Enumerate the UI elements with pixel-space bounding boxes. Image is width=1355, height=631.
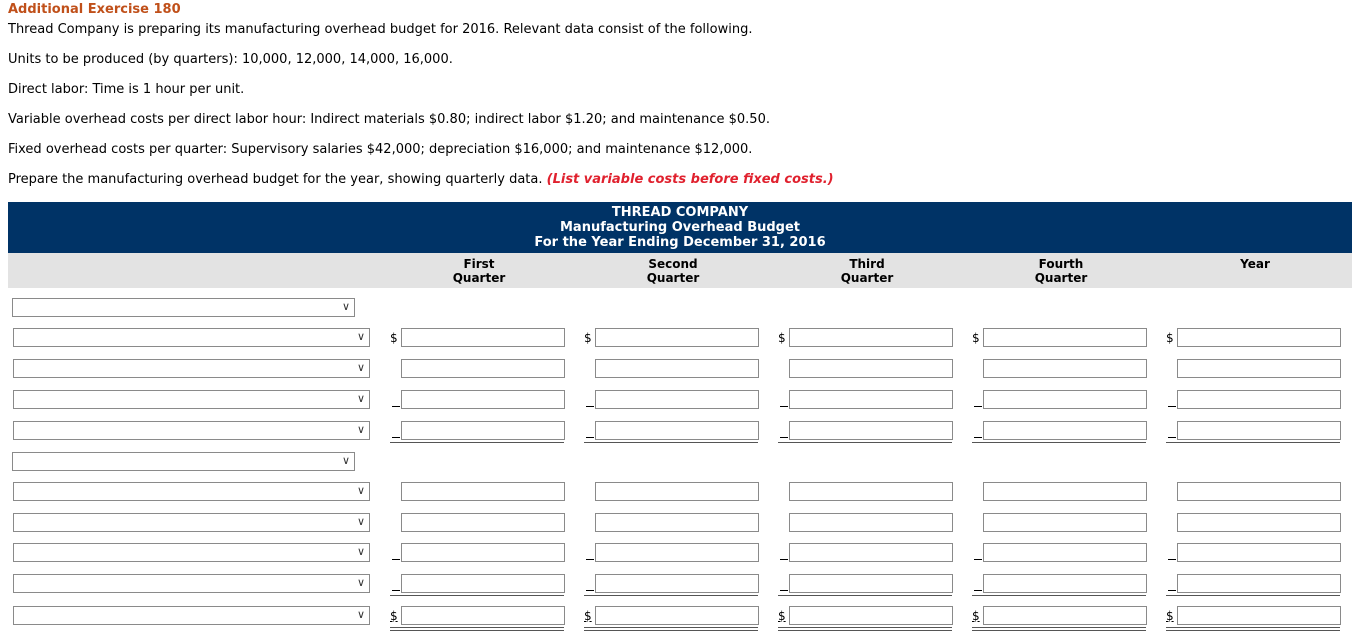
- cost-item-select[interactable]: [13, 543, 370, 562]
- amount-input[interactable]: [789, 328, 953, 347]
- dollar-sign: $: [972, 609, 980, 623]
- cost-item-select[interactable]: [13, 390, 370, 409]
- amount-input[interactable]: [595, 543, 759, 562]
- chevron-down-icon: ∨: [356, 423, 365, 436]
- blank-marker: [974, 559, 982, 560]
- blank-marker: [1168, 590, 1176, 591]
- blank-marker: [1168, 437, 1176, 438]
- chevron-down-icon: ∨: [341, 454, 350, 467]
- total-double-underline: [972, 627, 1146, 631]
- column-header-fourth-quarter: Fourth Quarter: [1034, 257, 1088, 285]
- amount-input[interactable]: [789, 606, 953, 625]
- dollar-sign: $: [584, 331, 592, 345]
- amount-input[interactable]: [595, 482, 759, 501]
- amount-input[interactable]: [401, 359, 565, 378]
- amount-input[interactable]: [401, 390, 565, 409]
- subtotal-underline: [584, 442, 758, 443]
- dollar-sign: $: [778, 609, 786, 623]
- amount-input[interactable]: [1177, 543, 1341, 562]
- blank-marker: [1168, 559, 1176, 560]
- subtotal-underline: [778, 595, 952, 596]
- subtotal-underline: [1166, 595, 1340, 596]
- column-header-year: Year: [1240, 257, 1270, 271]
- amount-input[interactable]: [983, 359, 1147, 378]
- blank-marker: [780, 590, 788, 591]
- blank-marker: [780, 437, 788, 438]
- blank-marker: [586, 406, 594, 407]
- blank-marker: [586, 590, 594, 591]
- blank-marker: [780, 406, 788, 407]
- amount-input[interactable]: [401, 328, 565, 347]
- fixed-overhead-text: Fixed overhead costs per quarter: Supervisory salaries $42,000; depreciation $16,000; and maintenance $12,000.: [8, 142, 753, 157]
- direct-labor-text: Direct labor: Time is 1 hour per unit.: [8, 82, 245, 97]
- report-period: For the Year Ending December 31, 2016: [534, 235, 826, 250]
- blank-marker: [392, 590, 400, 591]
- total-double-underline: [778, 627, 952, 631]
- amount-input[interactable]: [983, 328, 1147, 347]
- blank-marker: [974, 406, 982, 407]
- chevron-down-icon: ∨: [356, 392, 365, 405]
- total-double-underline: [584, 627, 758, 631]
- amount-input[interactable]: [983, 513, 1147, 532]
- blank-marker: [974, 590, 982, 591]
- subtotal-underline: [972, 595, 1146, 596]
- chevron-down-icon: ∨: [356, 545, 365, 558]
- amount-input[interactable]: [595, 574, 759, 593]
- subtotal-underline: [972, 442, 1146, 443]
- dollar-sign: $: [778, 331, 786, 345]
- amount-input[interactable]: [983, 543, 1147, 562]
- amount-input[interactable]: [789, 421, 953, 440]
- cost-item-select[interactable]: [13, 328, 370, 347]
- cost-item-select[interactable]: [13, 482, 370, 501]
- amount-input[interactable]: [401, 482, 565, 501]
- variable-overhead-text: Variable overhead costs per direct labor hour: Indirect materials $0.80; indirect labor $1.20; and maintenance $0.50.: [8, 112, 770, 127]
- chevron-down-icon: ∨: [356, 515, 365, 528]
- instruction-text: [8, 172, 834, 187]
- amount-input[interactable]: [595, 421, 759, 440]
- budget-header: [8, 202, 1352, 253]
- dollar-sign: $: [390, 331, 398, 345]
- cost-item-select[interactable]: [13, 606, 370, 625]
- amount-input[interactable]: [595, 359, 759, 378]
- amount-input[interactable]: [595, 328, 759, 347]
- column-header-second-quarter: Second Quarter: [646, 257, 700, 285]
- amount-input[interactable]: [983, 606, 1147, 625]
- subtotal-underline: [1166, 442, 1340, 443]
- amount-input[interactable]: [401, 574, 565, 593]
- column-header-first-quarter: First Quarter: [452, 257, 506, 285]
- column-headers: [8, 253, 1352, 288]
- amount-input[interactable]: [789, 543, 953, 562]
- problem-intro: Thread Company is preparing its manufacturing overhead budget for 2016. Relevant data consist of the following.: [8, 22, 753, 37]
- section-category-select[interactable]: [12, 452, 355, 471]
- amount-input[interactable]: [401, 513, 565, 532]
- instruction-main: Prepare the manufacturing overhead budget for the year, showing quarterly data.: [8, 172, 547, 187]
- blank-marker: [392, 406, 400, 407]
- amount-input[interactable]: [1177, 513, 1341, 532]
- chevron-down-icon: ∨: [356, 361, 365, 374]
- amount-input[interactable]: [789, 359, 953, 378]
- blank-marker: [586, 559, 594, 560]
- subtotal-underline: [390, 442, 564, 443]
- total-double-underline: [390, 627, 564, 631]
- chevron-down-icon: ∨: [356, 576, 365, 589]
- blank-marker: [974, 437, 982, 438]
- amount-input[interactable]: [983, 482, 1147, 501]
- total-double-underline: [1166, 627, 1340, 631]
- chevron-down-icon: ∨: [356, 608, 365, 621]
- amount-input[interactable]: [1177, 574, 1341, 593]
- amount-input[interactable]: [1177, 359, 1341, 378]
- dollar-sign: $: [390, 609, 398, 623]
- dollar-sign: $: [1166, 331, 1174, 345]
- amount-input[interactable]: [1177, 482, 1341, 501]
- amount-input[interactable]: [983, 390, 1147, 409]
- amount-input[interactable]: [1177, 328, 1341, 347]
- amount-input[interactable]: [595, 390, 759, 409]
- amount-input[interactable]: [1177, 421, 1341, 440]
- dollar-sign: $: [972, 331, 980, 345]
- subtotal-underline: [584, 595, 758, 596]
- amount-input[interactable]: [401, 543, 565, 562]
- amount-input[interactable]: [1177, 390, 1341, 409]
- amount-input[interactable]: [401, 606, 565, 625]
- amount-input[interactable]: [983, 574, 1147, 593]
- chevron-down-icon: ∨: [356, 484, 365, 497]
- amount-input[interactable]: [595, 606, 759, 625]
- units-produced-text: Units to be produced (by quarters): 10,000, 12,000, 14,000, 16,000.: [8, 52, 453, 67]
- cost-item-select[interactable]: [13, 513, 370, 532]
- amount-input[interactable]: [983, 421, 1147, 440]
- blank-marker: [1168, 406, 1176, 407]
- subtotal-underline: [390, 595, 564, 596]
- report-title: Manufacturing Overhead Budget: [559, 220, 800, 235]
- amount-input[interactable]: [1177, 606, 1341, 625]
- chevron-down-icon: ∨: [341, 300, 350, 313]
- amount-input[interactable]: [789, 574, 953, 593]
- amount-input[interactable]: [595, 513, 759, 532]
- amount-input[interactable]: [789, 513, 953, 532]
- amount-input[interactable]: [401, 421, 565, 440]
- exercise-title: Additional Exercise 180: [8, 2, 181, 17]
- column-header-third-quarter: Third Quarter: [840, 257, 894, 285]
- blank-marker: [586, 437, 594, 438]
- amount-input[interactable]: [789, 482, 953, 501]
- cost-item-select[interactable]: [13, 359, 370, 378]
- subtotal-underline: [778, 442, 952, 443]
- dollar-sign: $: [584, 609, 592, 623]
- cost-item-select[interactable]: [13, 421, 370, 440]
- blank-marker: [780, 559, 788, 560]
- dollar-sign: $: [1166, 609, 1174, 623]
- blank-marker: [392, 437, 400, 438]
- chevron-down-icon: ∨: [356, 330, 365, 343]
- cost-item-select[interactable]: [13, 574, 370, 593]
- section-category-select[interactable]: [12, 298, 355, 317]
- instruction-hint: (List variable costs before fixed costs.): [546, 172, 834, 187]
- blank-marker: [392, 559, 400, 560]
- amount-input[interactable]: [789, 390, 953, 409]
- company-name: THREAD COMPANY: [611, 205, 749, 220]
